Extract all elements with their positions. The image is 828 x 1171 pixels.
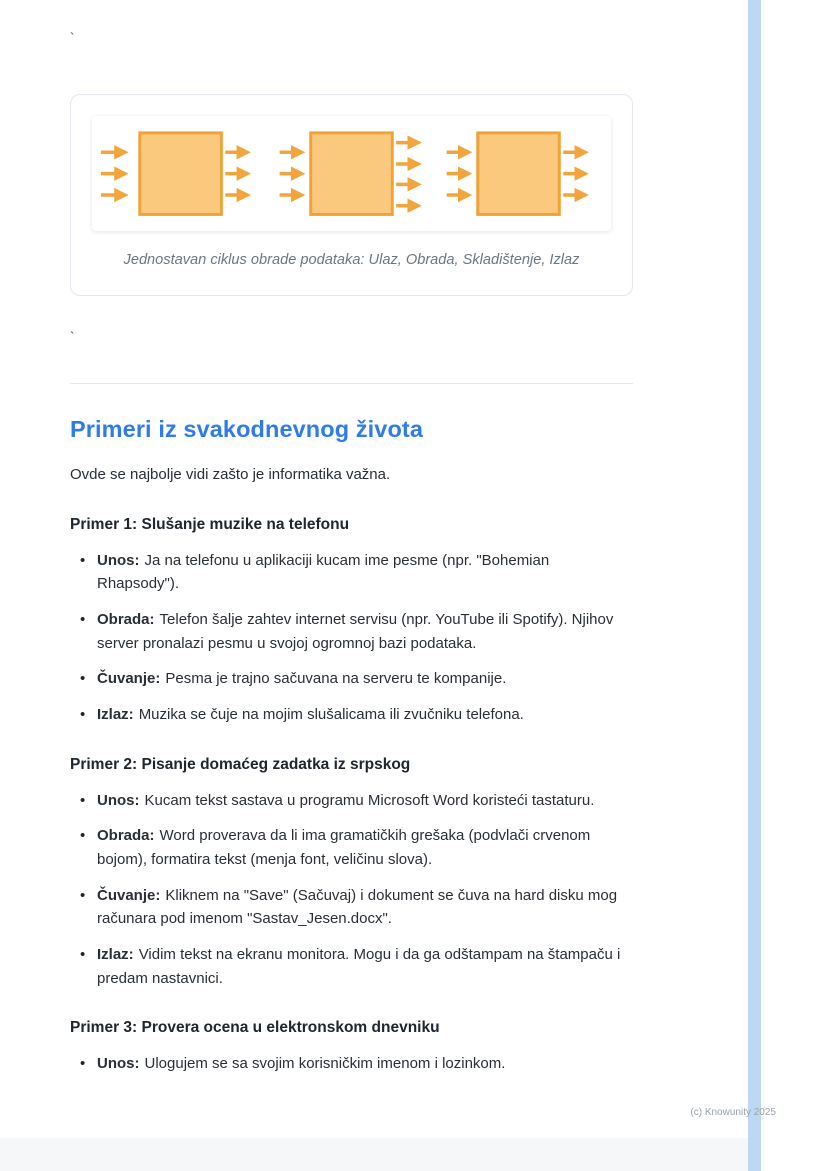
- bullet-text: Vidim tekst na ekranu monitora. Mogu i da ga odštampam na štampaču i predam nastavnici.: [97, 946, 621, 987]
- list-item: [97, 943, 633, 990]
- example-1-bullet-list: [70, 549, 633, 727]
- bullet-text: Kucam tekst sastava u programu Microsoft Word koristeći tastaturu.: [144, 791, 595, 809]
- figure-card: [70, 94, 633, 296]
- bullet-label: Obrada:: [97, 827, 155, 845]
- section-intro: Ovde se najbolje vidi zašto je informatika važna.: [70, 466, 391, 484]
- page-bottom-gap: [0, 1138, 748, 1171]
- bullet-label: Unos:: [97, 551, 140, 569]
- bullet-text: Telefon šalje zahtev internet servisu (npr. YouTube ili Spotify). Njihov server pronalazi pesmu u svojoj ogromnoj bazi podataka.: [97, 610, 614, 652]
- section-title: Primeri iz svakodnevnog života: [70, 416, 423, 443]
- example-3-heading: Primer 3: Provera ocena u elektronskom dnevniku: [70, 1019, 440, 1037]
- example-2-heading: Primer 2: Pisanje domaćeg zadatka iz srpskog: [70, 755, 411, 773]
- list-item: [97, 549, 633, 596]
- example-2-bullet-list: [70, 789, 633, 991]
- list-item: [97, 703, 633, 727]
- data-cycle-flow-diagram-icon: [99, 129, 604, 218]
- diagram-panel: [92, 116, 611, 231]
- bullet-text: Kliknem na "Save" (Sačuvaj) i dokument se čuva na hard disku mog računara pod imenom "Sastav_Jesen.docx".: [97, 886, 618, 928]
- bullet-label: Obrada:: [97, 610, 155, 628]
- list-item: [97, 608, 633, 655]
- stray-backtick-top: `: [70, 30, 75, 45]
- bullet-label: Unos:: [97, 791, 140, 809]
- list-item: [97, 667, 633, 691]
- list-item: [97, 789, 633, 813]
- bullet-label: Čuvanje:: [97, 670, 161, 688]
- bullet-label: Izlaz:: [97, 946, 134, 964]
- bullet-text: Word proverava da li ima gramatičkih grešaka (podvlači crvenom bojom), formatira tekst (menja font, veličinu slova).: [97, 827, 591, 869]
- example-1-heading: Primer 1: Slušanje muzike na telefonu: [70, 515, 350, 533]
- document-content: [70, 0, 633, 1088]
- figure-caption: Jednostavan ciklus obrade podataka: Ulaz, Obrada, Skladištenje, Izlaz: [123, 252, 580, 269]
- bullet-label: Unos:: [97, 1055, 140, 1073]
- list-item: [97, 1052, 633, 1076]
- copyright-footer: (c) Knowunity 2025: [690, 1107, 776, 1118]
- bullet-text: Ja na telefonu u aplikaciji kucam ime pesme (npr. "Bohemian Rhapsody").: [97, 551, 550, 593]
- bullet-text: Muzika se čuje na mojim slušalicama ili zvučniku telefona.: [138, 705, 524, 723]
- scrollbar-stripe[interactable]: [748, 0, 761, 1171]
- stray-backtick-bottom: `: [70, 329, 75, 345]
- bullet-label: Izlaz:: [97, 705, 134, 723]
- bullet-label: Čuvanje:: [97, 886, 161, 904]
- section-divider: [70, 383, 633, 384]
- bullet-text: Ulogujem se sa svojim korisničkim imenom i lozinkom.: [144, 1055, 506, 1073]
- list-item: [97, 824, 633, 871]
- list-item: [97, 884, 633, 931]
- bullet-text: Pesma je trajno sačuvana na serveru te kompanije.: [165, 670, 507, 688]
- example-3-bullet-list: [70, 1052, 633, 1076]
